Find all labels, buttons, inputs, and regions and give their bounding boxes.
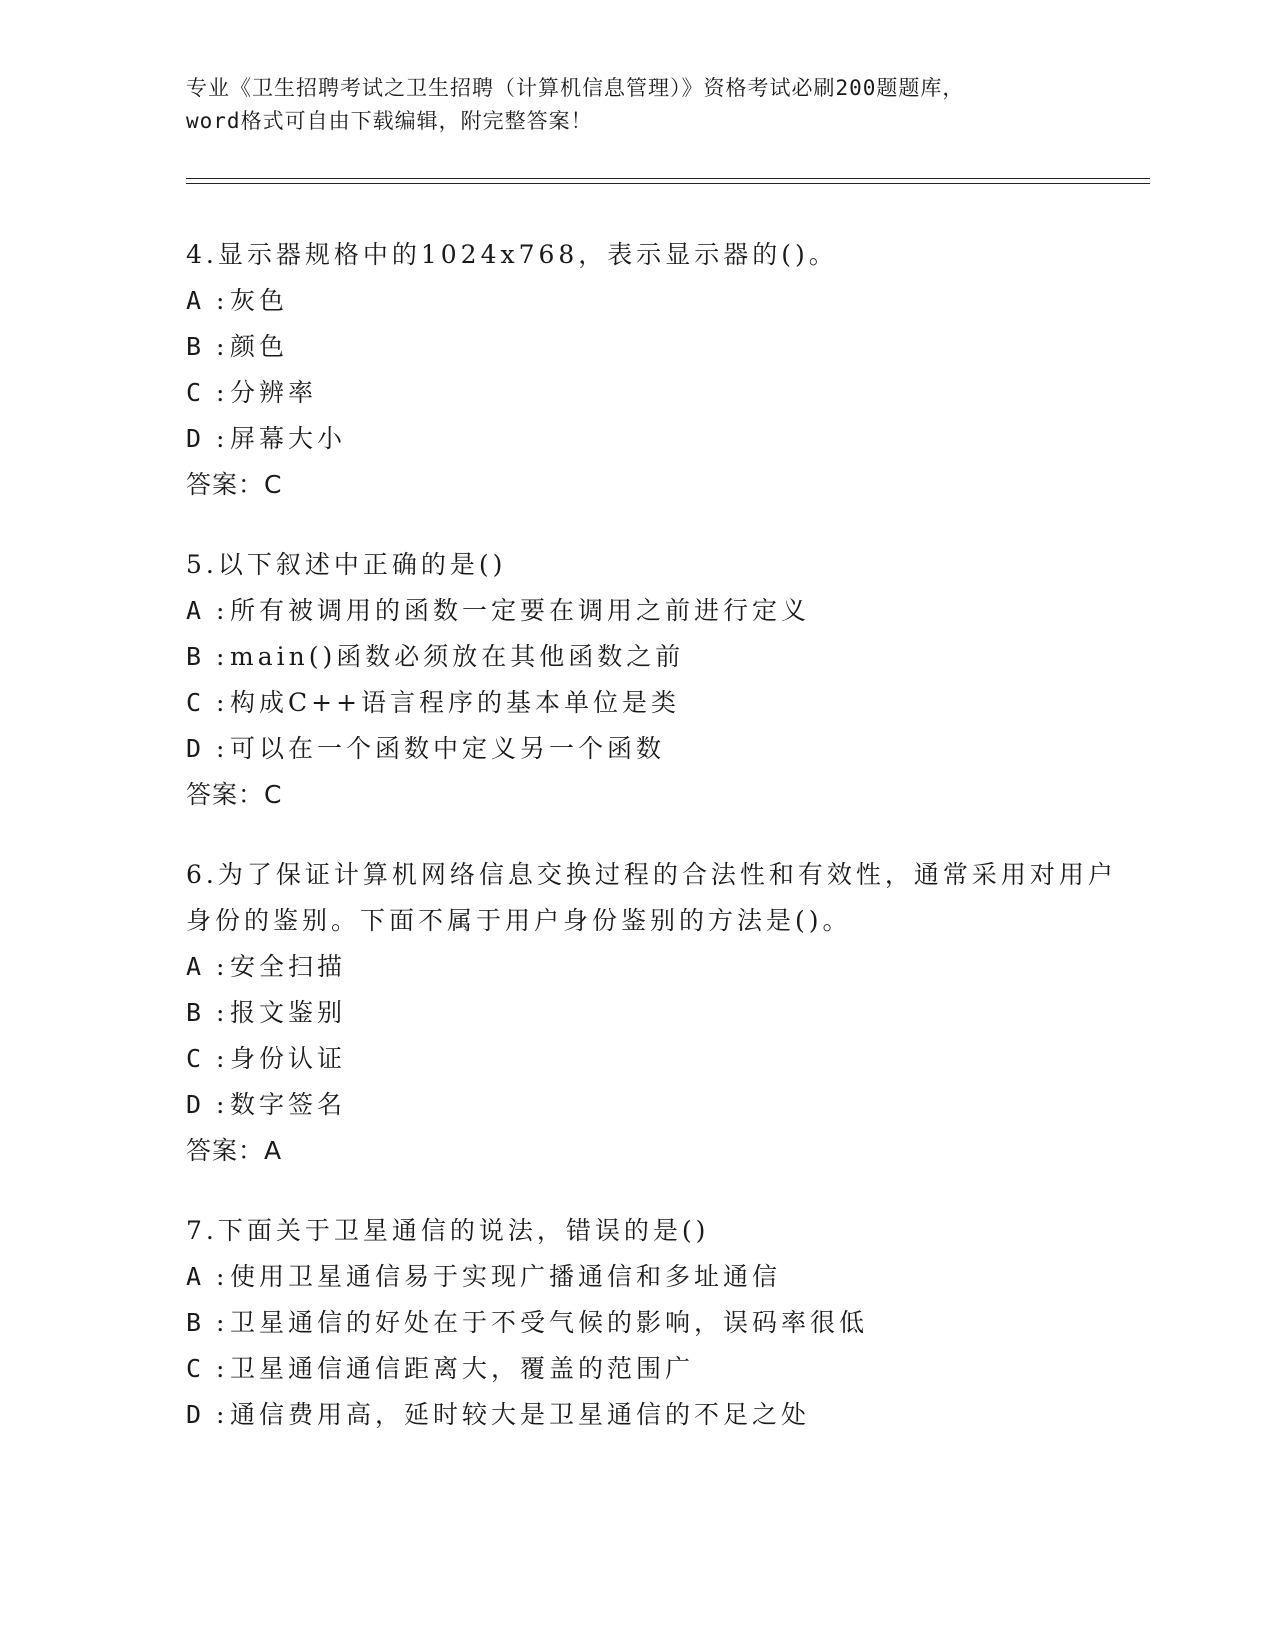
- question-list: [186, 232, 1126, 1472]
- question-7: [186, 1208, 1126, 1438]
- option-d: D : 数字签名: [186, 1082, 1126, 1128]
- option-key: B: [186, 998, 202, 1027]
- option-text: 灰色: [230, 286, 289, 315]
- header-line-2: word格式可自由下载编辑，附完整答案！: [186, 109, 593, 133]
- option-key: C: [186, 1044, 202, 1073]
- option-d: D : 通信费用高，延时较大是卫星通信的不足之处: [186, 1392, 1126, 1438]
- option-key: C: [186, 1354, 202, 1383]
- option-b: B : 卫星通信的好处在于不受气候的影响，误码率很低: [186, 1300, 1126, 1346]
- option-key: A: [186, 596, 202, 625]
- option-text: main()函数必须放在其他函数之前: [230, 642, 685, 671]
- option-key: C: [186, 688, 202, 717]
- option-text: 使用卫星通信易于实现广播通信和多址通信: [230, 1262, 782, 1291]
- question-5: [186, 542, 1126, 818]
- option-key: C: [186, 378, 202, 407]
- question-stem: 4.显示器规格中的1024x768，表示显示器的()。: [186, 240, 838, 269]
- option-key: D: [186, 1090, 202, 1119]
- option-text: 通信费用高，延时较大是卫星通信的不足之处: [230, 1400, 811, 1429]
- answer-line: 答案：C: [186, 470, 283, 499]
- option-text: 分辨率: [230, 378, 318, 407]
- option-c: C : 分辨率: [186, 370, 1126, 416]
- header-divider-top: [186, 178, 1150, 179]
- header-divider-bottom: [186, 183, 1150, 184]
- question-stem: 5.以下叙述中正确的是(): [186, 550, 507, 579]
- option-b: B : 报文鉴别: [186, 990, 1126, 1036]
- question-4: [186, 232, 1126, 508]
- option-b: B : 颜色: [186, 324, 1126, 370]
- option-c: C : 卫星通信通信距离大，覆盖的范围广: [186, 1346, 1126, 1392]
- option-key: D: [186, 1400, 202, 1429]
- option-key: A: [186, 952, 202, 981]
- option-key: D: [186, 424, 202, 453]
- option-a: A : 灰色: [186, 278, 1126, 324]
- option-d: D : 可以在一个函数中定义另一个函数: [186, 726, 1126, 772]
- option-text: 颜色: [230, 332, 289, 361]
- question-stem: 6.为了保证计算机网络信息交换过程的合法性和有效性，通常采用对用户身份的鉴别。下面不属于用户身份鉴别的方法是()。: [186, 860, 1117, 935]
- option-text: 报文鉴别: [230, 998, 347, 1027]
- document-header: [186, 72, 1086, 138]
- option-text: 身份认证: [230, 1044, 347, 1073]
- option-a: A : 使用卫星通信易于实现广播通信和多址通信: [186, 1254, 1126, 1300]
- option-text: 卫星通信的好处在于不受气候的影响，误码率很低: [230, 1308, 869, 1337]
- option-key: A: [186, 1262, 202, 1291]
- option-key: B: [186, 332, 202, 361]
- option-text: 安全扫描: [230, 952, 347, 981]
- option-c: C : 身份认证: [186, 1036, 1126, 1082]
- option-text: 可以在一个函数中定义另一个函数: [230, 734, 666, 763]
- option-d: D : 屏幕大小: [186, 416, 1126, 462]
- option-c: C : 构成C++语言程序的基本单位是类: [186, 680, 1126, 726]
- option-key: D: [186, 734, 202, 763]
- question-stem: 7.下面关于卫星通信的说法，错误的是(): [186, 1216, 710, 1245]
- option-key: A: [186, 286, 202, 315]
- option-key: B: [186, 642, 202, 671]
- question-6: [186, 852, 1126, 1174]
- header-line-1: 专业《卫生招聘考试之卫生招聘（计算机信息管理）》资格考试必刷200题题库，: [186, 76, 965, 100]
- option-b: B : main()函数必须放在其他函数之前: [186, 634, 1126, 680]
- option-a: A : 安全扫描: [186, 944, 1126, 990]
- option-text: 数字签名: [230, 1090, 347, 1119]
- option-text: 屏幕大小: [230, 424, 347, 453]
- option-text: 构成C++语言程序的基本单位是类: [230, 688, 681, 717]
- option-a: A : 所有被调用的函数一定要在调用之前进行定义: [186, 588, 1126, 634]
- option-key: B: [186, 1308, 202, 1337]
- answer-line: 答案：C: [186, 780, 283, 809]
- option-text: 所有被调用的函数一定要在调用之前进行定义: [230, 596, 811, 625]
- option-text: 卫星通信通信距离大，覆盖的范围广: [230, 1354, 695, 1383]
- answer-line: 答案：A: [186, 1136, 283, 1165]
